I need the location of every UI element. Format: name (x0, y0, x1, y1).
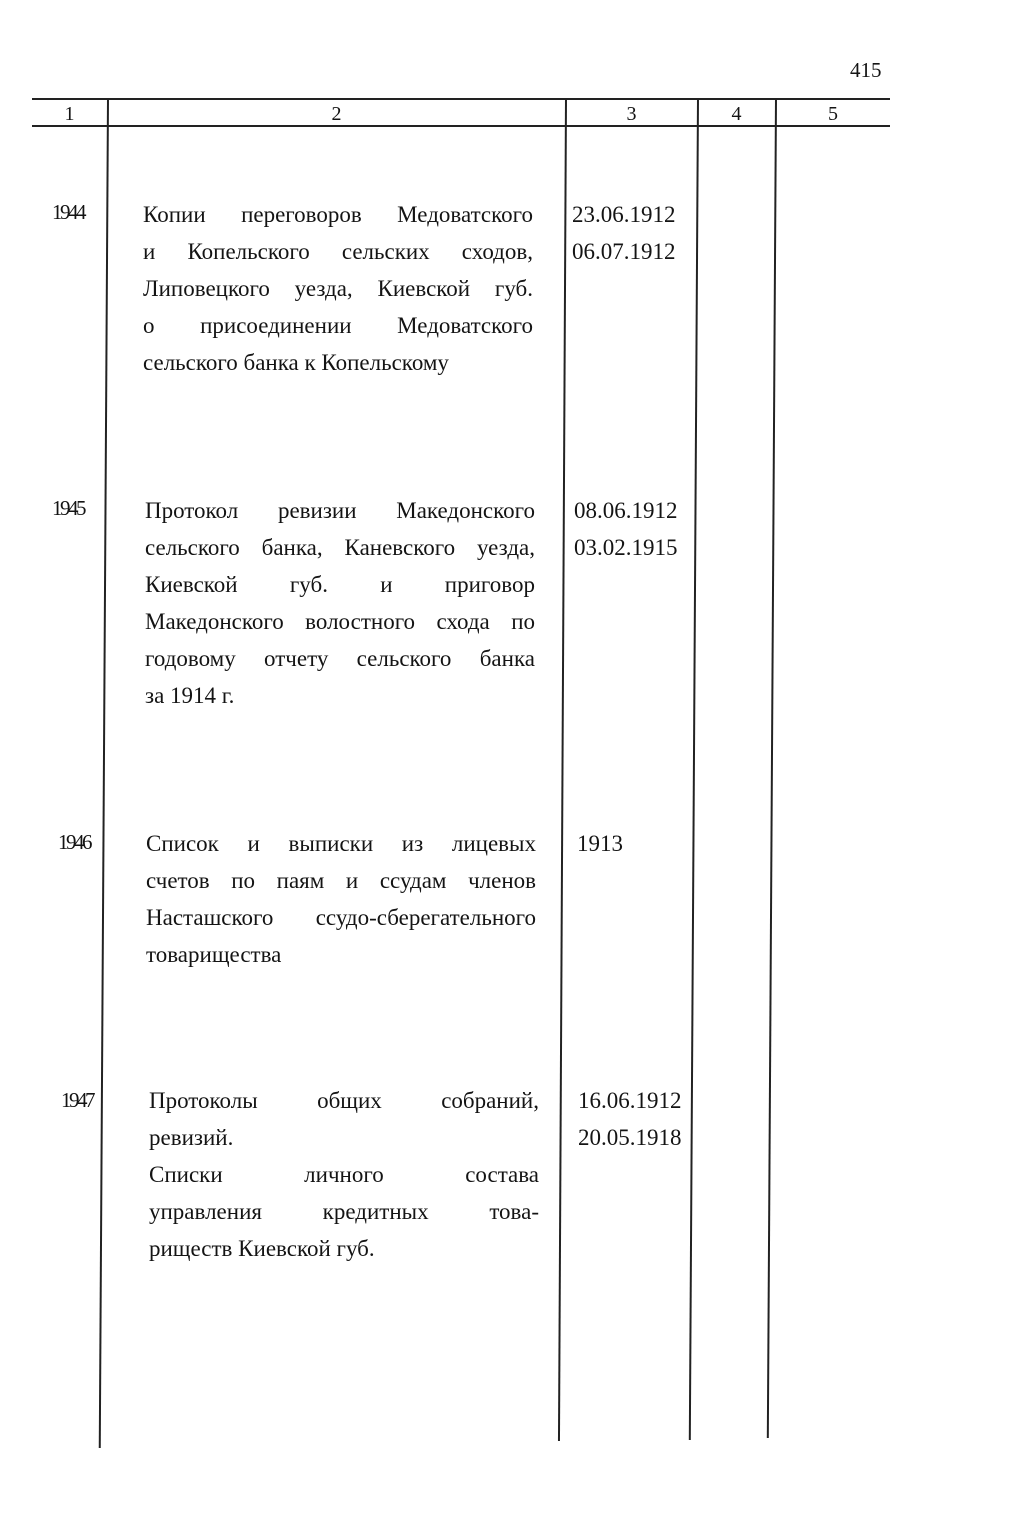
row-description: Протокол ревизии Македонского сельского банка, Каневского уезда, Киевской губ. и приговор Македонского волостного схода по годовому отчету сельского банка за 1914 г. (145, 498, 535, 708)
row-description: Копии переговоров Медоватского и Копельского сельских сходов, Липовецкого уезда, Киевской губ. о присоединении Медоватского сельского банка к Копельскому (143, 202, 533, 375)
column-divider-2 (558, 98, 567, 1441)
row-description: Список и выписки из лицевых счетов по паям и ссудам членов Насташского ссудо-сберегательного товарищества (146, 831, 536, 967)
column-divider-4 (767, 98, 777, 1438)
header-col-2: 2 (331, 103, 342, 125)
table-top-rule (32, 98, 890, 100)
column-divider-1 (99, 98, 109, 1448)
row-dates: 16.06.1912 20.05.1918 (578, 1088, 682, 1150)
row-number: 1946 (58, 830, 90, 854)
page-number: 415 (850, 58, 882, 82)
row-number: 1947 (61, 1088, 93, 1112)
header-col-4: 4 (731, 103, 742, 125)
column-divider-3 (689, 98, 699, 1440)
row-dates: 08.06.1912 03.02.1915 (574, 498, 678, 560)
header-col-3: 3 (626, 103, 637, 125)
row-number: 1945 (52, 496, 84, 520)
row-number: 1944 (52, 200, 84, 224)
header-col-5: 5 (828, 103, 838, 125)
header-col-1: 1 (64, 103, 75, 125)
row-dates: 1913 (577, 831, 623, 856)
row-description: Протоколы общих собраний, ревизий. Списки личного состава управления кредитных това- риществ Киевской губ. (149, 1088, 539, 1261)
row-dates: 23.06.1912 06.07.1912 (572, 202, 676, 264)
